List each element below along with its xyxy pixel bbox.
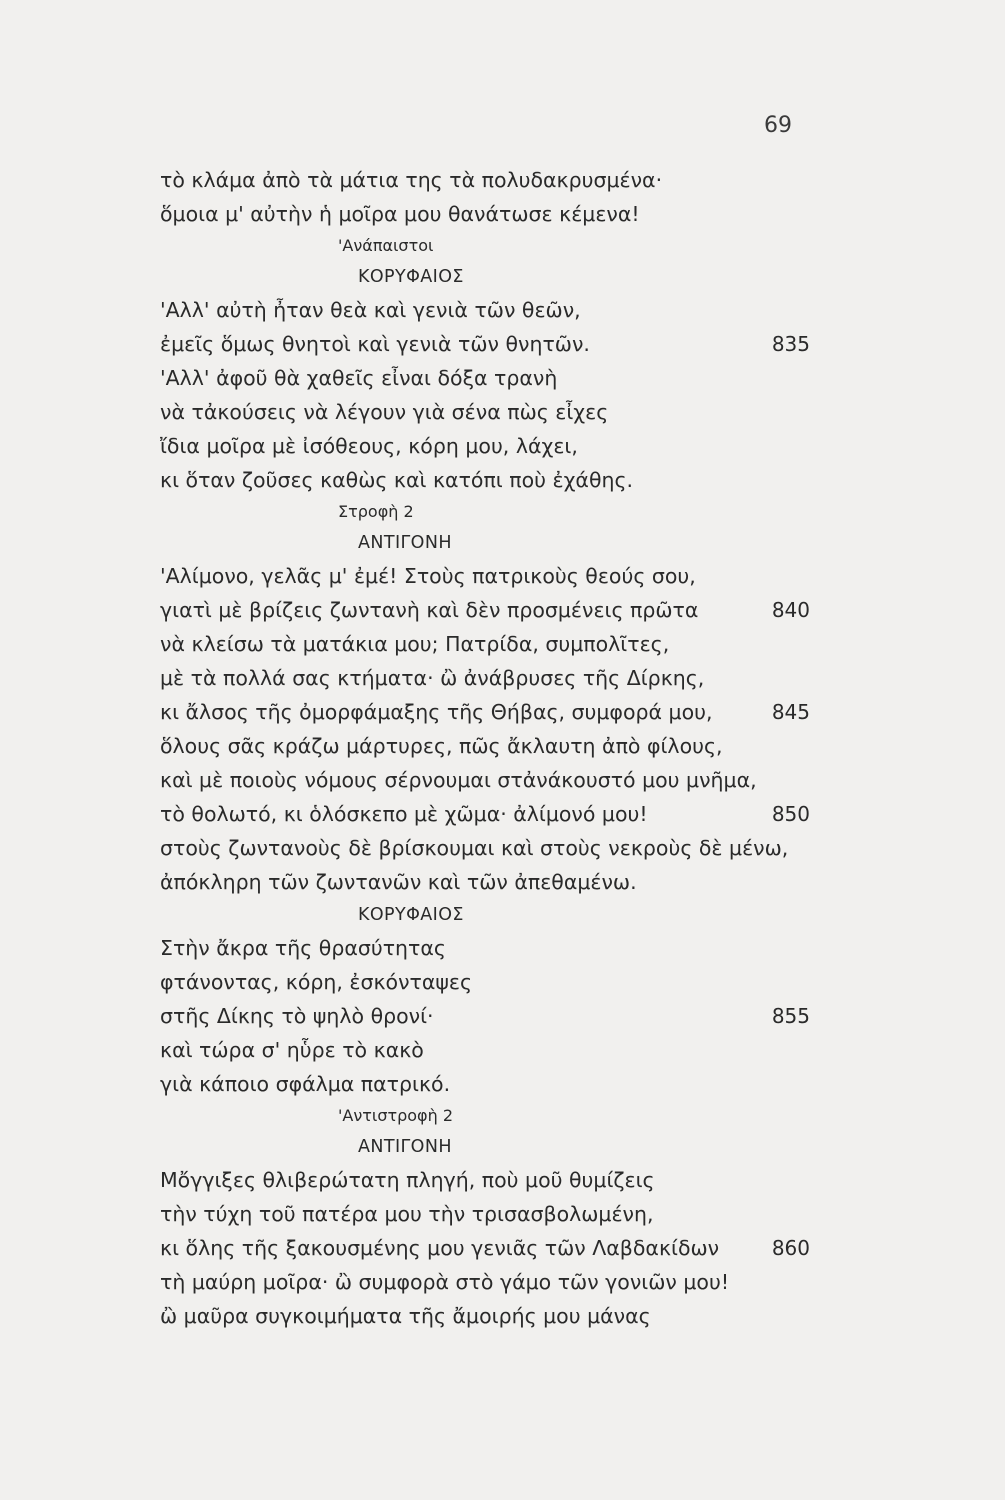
section-heading xyxy=(160,497,820,527)
section-heading xyxy=(160,1101,820,1131)
verse-line xyxy=(160,695,820,729)
line-number: 860 xyxy=(771,1236,810,1260)
verse-line-text: ἀπόκληρη τῶν ζωντανῶν καὶ τῶν ἀπεθαμένω. xyxy=(160,870,637,894)
verse-line-text: στοὺς ζωντανοὺς δὲ βρίσκουμαι καὶ στοὺς νεκροὺς δὲ μένω, xyxy=(160,836,789,860)
verse-line-text: τὸ θολωτό, κι ὁλόσκεπο μὲ χῶμα· ἀλίμονό μου! xyxy=(160,802,648,826)
verse-line-text: 'Αλλ' ἀφοῦ θὰ χαθεῖς εἶναι δόξα τρανὴ xyxy=(160,366,558,390)
section-heading xyxy=(160,231,820,261)
verse-line-text: 'Αλίμονο, γελᾶς μ' ἐμέ! Στοὺς πατρικοὺς θεούς σου, xyxy=(160,564,696,588)
verse-line-text: κι ἄλσος τῆς ὀμορφάμαξης τῆς Θήβας, συμφορά μου, xyxy=(160,700,713,724)
section-heading-text: Στροφὴ 2 xyxy=(338,502,414,521)
line-number: 850 xyxy=(771,802,810,826)
speaker-name-text: ΚΟΡΥΦΑΙΟΣ xyxy=(358,267,464,287)
verse-line-text: ἴδια μοῖρα μὲ ἰσόθεους, κόρη μου, λάχει, xyxy=(160,434,578,458)
verse-line-text: νὰ τἀκούσεις νὰ λέγουν γιὰ σένα πὼς εἶχες xyxy=(160,400,609,424)
verse-line xyxy=(160,1299,820,1333)
verse-line-text: στῆς Δίκης τὸ ψηλὸ θρονί· xyxy=(160,1004,434,1028)
verse-line-text: μὲ τὰ πολλά σας κτήματα· ὢ ἀνάβρυσες τῆς Δίρκης, xyxy=(160,666,705,690)
verse-line-text: τὴν τύχη τοῦ πατέρα μου τὴν τρισασβολωμένη, xyxy=(160,1202,654,1226)
verse-line xyxy=(160,327,820,361)
verse-line-text: Μὄγγιξες θλιβερώτατη πληγή, ποὺ μοῦ θυμίζεις xyxy=(160,1168,655,1192)
verse-line-text: ἐμεῖς ὅμως θνητοὶ καὶ γενιὰ τῶν θνητῶν. xyxy=(160,332,590,356)
verse-line-text: 'Αλλ' αὐτὴ ἦταν θεὰ καὶ γενιὰ τῶν θεῶν, xyxy=(160,298,581,322)
verse-line-text: Στὴν ἄκρα τῆς θρασύτητας xyxy=(160,936,446,960)
verse-line-text: τὸ κλάμα ἀπὸ τὰ μάτια της τὰ πολυδακρυσμένα· xyxy=(160,168,663,192)
verse-line xyxy=(160,1265,820,1299)
verse-line xyxy=(160,627,820,661)
verse-line xyxy=(160,1231,820,1265)
verse-line-text: γιατὶ μὲ βρίζεις ζωντανὴ καὶ δὲν προσμένεις πρῶτα xyxy=(160,598,699,622)
verse-line xyxy=(160,763,820,797)
speaker-name-text: ΑΝΤΙΓΟΝΗ xyxy=(358,1137,452,1157)
verse-line xyxy=(160,797,820,831)
speaker-name xyxy=(160,1131,820,1163)
verse-line xyxy=(160,163,820,197)
verse-line xyxy=(160,429,820,463)
verse-line xyxy=(160,661,820,695)
verse-line-text: ὅμοια μ' αὐτὴν ἡ μοῖρα μου θανάτωσε κέμενα! xyxy=(160,202,640,226)
verse-line xyxy=(160,361,820,395)
line-number: 855 xyxy=(771,1004,810,1028)
speaker-name xyxy=(160,899,820,931)
verse-line xyxy=(160,463,820,497)
line-number: 840 xyxy=(771,598,810,622)
speaker-name-text: ΚΟΡΥΦΑΙΟΣ xyxy=(358,905,464,925)
verse-line-text: κι ὅταν ζοῦσες καθὼς καὶ κατόπι ποὺ ἐχάθης. xyxy=(160,468,634,492)
verse-line xyxy=(160,831,820,865)
verse-line-text: ὢ μαῦρα συγκοιμήματα τῆς ἄμοιρής μου μάνας xyxy=(160,1304,651,1328)
verse-line xyxy=(160,293,820,327)
line-number: 835 xyxy=(771,332,810,356)
verse-line xyxy=(160,965,820,999)
speaker-name xyxy=(160,261,820,293)
section-heading-text: 'Ανάπαιστοι xyxy=(338,236,434,255)
verse-line xyxy=(160,999,820,1033)
verse-line xyxy=(160,1067,820,1101)
verse-text xyxy=(160,163,820,1333)
page-number: 69 xyxy=(764,113,792,138)
speaker-name xyxy=(160,527,820,559)
verse-line-text: φτάνοντας, κόρη, ἐσκόνταψες xyxy=(160,970,473,994)
verse-line xyxy=(160,729,820,763)
verse-line-text: τὴ μαύρη μοῖρα· ὢ συμφορὰ στὸ γάμο τῶν γονιῶν μου! xyxy=(160,1270,730,1294)
verse-line xyxy=(160,197,820,231)
verse-line xyxy=(160,593,820,627)
verse-line xyxy=(160,1197,820,1231)
verse-line-text: κι ὅλης τῆς ξακουσμένης μου γενιᾶς τῶν Λαβδακίδων xyxy=(160,1236,720,1260)
speaker-name-text: ΑΝΤΙΓΟΝΗ xyxy=(358,533,452,553)
verse-line-text: καὶ τώρα σ' ηὗρε τὸ κακὸ xyxy=(160,1038,424,1062)
verse-line-text: ὅλους σᾶς κράζω μάρτυρες, πῶς ἄκλαυτη ἀπὸ φίλους, xyxy=(160,734,723,758)
verse-line-text: καὶ μὲ ποιοὺς νόμους σέρνουμαι στἀνάκουστό μου μνῆμα, xyxy=(160,768,757,792)
verse-line xyxy=(160,1033,820,1067)
verse-line-text: γιὰ κάποιο σφάλμα πατρικό. xyxy=(160,1072,451,1096)
line-number: 845 xyxy=(771,700,810,724)
section-heading-text: 'Αντιστροφὴ 2 xyxy=(338,1106,454,1125)
verse-line xyxy=(160,1163,820,1197)
verse-line xyxy=(160,559,820,593)
verse-line xyxy=(160,931,820,965)
verse-line-text: νὰ κλείσω τὰ ματάκια μου; Πατρίδα, συμπολῖτες, xyxy=(160,632,670,656)
verse-line xyxy=(160,395,820,429)
verse-line xyxy=(160,865,820,899)
